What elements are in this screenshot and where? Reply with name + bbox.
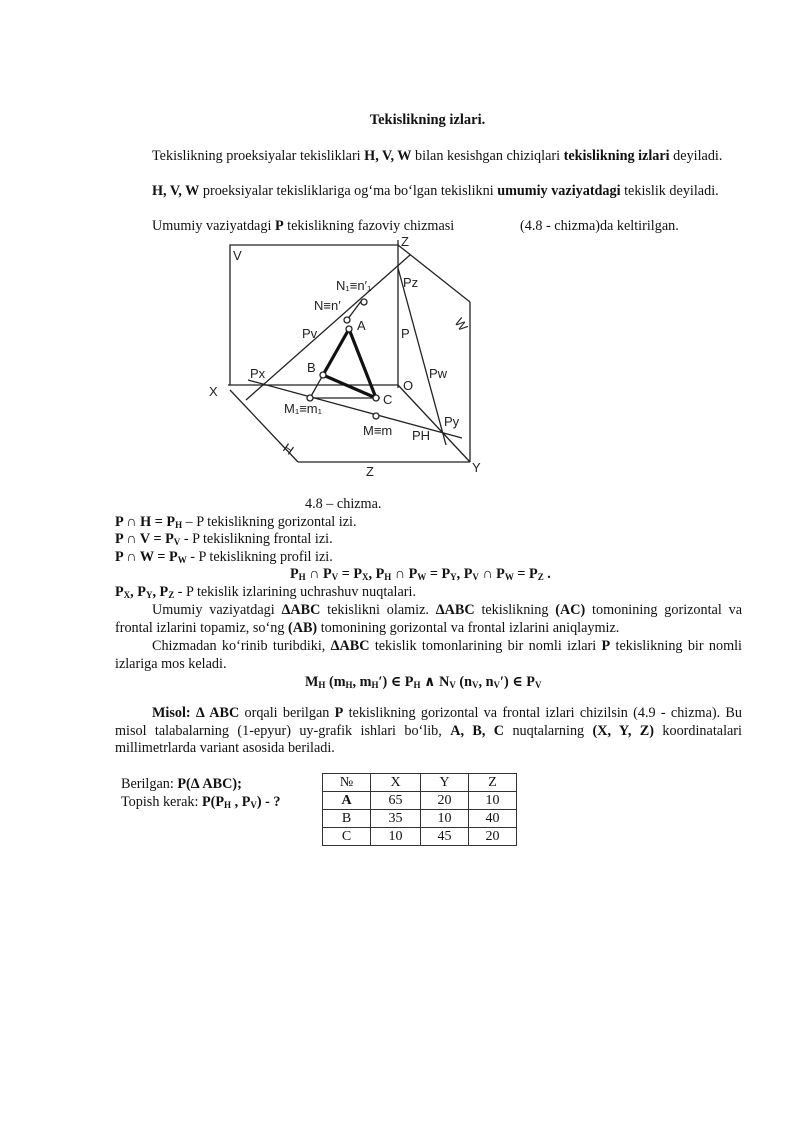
trace-formula: $M_H$ ($m_H$, $m_H'$) ∈ $P_H$ ∧ $N_V$ ($n_V$, $n_V'$) ∈ $P_V$ (305, 674, 542, 690)
label-w-plane: W (451, 315, 471, 334)
label-pw: Pw (429, 366, 448, 381)
label-px: Px (250, 366, 266, 381)
table-cell: 45 (421, 828, 469, 846)
label-m1: M₁≡m₁ (284, 401, 323, 416)
label-a: A (357, 318, 366, 333)
label-c: C (383, 392, 393, 407)
table-cell: 10 (421, 810, 469, 828)
label-py: Py (444, 414, 460, 429)
figure-reference-line: Umumiy vaziyatdagi P tekislikning fazoviy chizmasi (152, 218, 455, 234)
label-ph: PH (412, 428, 431, 443)
def-horizontal-trace: P ∩ $H = P_H - P$ tekislikning gorizontal izi. (115, 514, 357, 530)
table-row (323, 810, 517, 828)
conclusion-paragraph: Chizmadan koʻrinib turibdiki, ΔABC tekislik tomonlarining bir nomli izlari P tekislikning bir nomli izlariga mos keladi. (115, 638, 742, 672)
def-profile-trace: P ∩ $W = P_W - P$ tekislikning profil izi. (115, 549, 333, 565)
label-z-top: Z (401, 234, 409, 249)
point-m (373, 413, 379, 419)
table-cell: A (323, 792, 371, 810)
table-header: Z (469, 774, 517, 792)
find-line: Topish kerak: $P(P_H$ , $P_V$) - ? (121, 794, 281, 810)
intro-paragraph: Tekislikning proeksiyalar tekisliklari H, V, W bilan kesishgan chiziqlari tekislikning izlari deyiladi. (152, 148, 723, 164)
example-paragraph: Misol: Δ ABC orqali berilgan P tekislikning gorizontal va frontal izlari chizilsin (4.9 - chizma). Bu misol talabalarning (1-epyur) uy-grafik ishlari boʻlib, A, B, C nuqtalarning (X, Y, Z) koordinatalari millimetrlarda variant asosida beriladi. (115, 705, 742, 756)
label-n: N≡n′ (314, 298, 341, 313)
projector-b (310, 375, 323, 398)
table-cell: 40 (469, 810, 517, 828)
label-h-plane: H (280, 440, 297, 458)
table-header: Y (421, 774, 469, 792)
def-frontal-trace: P ∩ $V = P_V - P$ tekislikning frontal izi. (115, 531, 333, 547)
table-cell: B (323, 810, 371, 828)
table-cell: 20 (469, 828, 517, 846)
general-position-paragraph: H, V, W proeksiyalar tekisliklariga ogʻma boʻlgan tekislikni umumiy vaziyatdagi tekislik deyiladi. (152, 183, 719, 199)
given-line: Berilgan: P(Δ ABC); (121, 776, 242, 792)
coordinates-table (322, 773, 517, 846)
table-header-row (323, 774, 517, 792)
projector-n (347, 300, 362, 320)
triangle-paragraph: Umumiy vaziyatdagi ΔABC tekislikni olamiz. ΔABC tekislikning (AC) tomonining gorizontal va frontal izlarini topamiz, soʻng (AB) tomonining gorizontal va frontal izlarini aniqlaymiz. (115, 602, 743, 636)
point-b (320, 372, 326, 378)
label-b: B (307, 360, 316, 375)
label-m: M≡m (363, 423, 393, 438)
point-a (346, 326, 352, 332)
w-plane-top-edge (398, 245, 470, 302)
label-p: P (401, 326, 410, 341)
label-pz: Pz (403, 275, 419, 290)
figure-4-8 (200, 230, 500, 485)
page-title: Tekislikning izlari. (369, 112, 486, 128)
figure-reference-tail: (4.8 - chizma)da keltirilgan. (520, 218, 679, 234)
label-v-plane: V (233, 248, 242, 263)
table-header: X (371, 774, 421, 792)
point-c (373, 395, 379, 401)
label-pv: Pv (302, 326, 318, 341)
table-cell: C (323, 828, 371, 846)
point-n (344, 317, 350, 323)
def-vanishing-points: $P_X$, $P_Y$, $P_Z$ - P tekislik izlarining uchrashuv nuqtalari. (115, 584, 417, 600)
figure-caption: 4.8 – chizma. (305, 496, 382, 512)
table-cell: 35 (371, 810, 421, 828)
table-header: № (323, 774, 371, 792)
label-x-axis: X (209, 384, 218, 399)
def-trace-intersections: $P_H$ ∩ $P_V = P_X$, $P_H$ ∩ $P_W = P_Y$, $P_V$ ∩ $P_W = P_Z$ . (290, 566, 551, 582)
point-n1 (361, 299, 367, 305)
label-y-axis: Y (472, 460, 481, 475)
table-cell: 10 (469, 792, 517, 810)
trace-pw (398, 268, 446, 445)
triangle-side-ab (323, 329, 349, 375)
table-row (323, 828, 517, 846)
label-o: O (403, 378, 414, 393)
label-z-bottom: Z (366, 464, 374, 479)
label-n1: N₁≡n′₁ (336, 278, 372, 293)
table-cell: 20 (421, 792, 469, 810)
table-cell: 10 (371, 828, 421, 846)
table-cell: 65 (371, 792, 421, 810)
table-row (323, 792, 517, 810)
